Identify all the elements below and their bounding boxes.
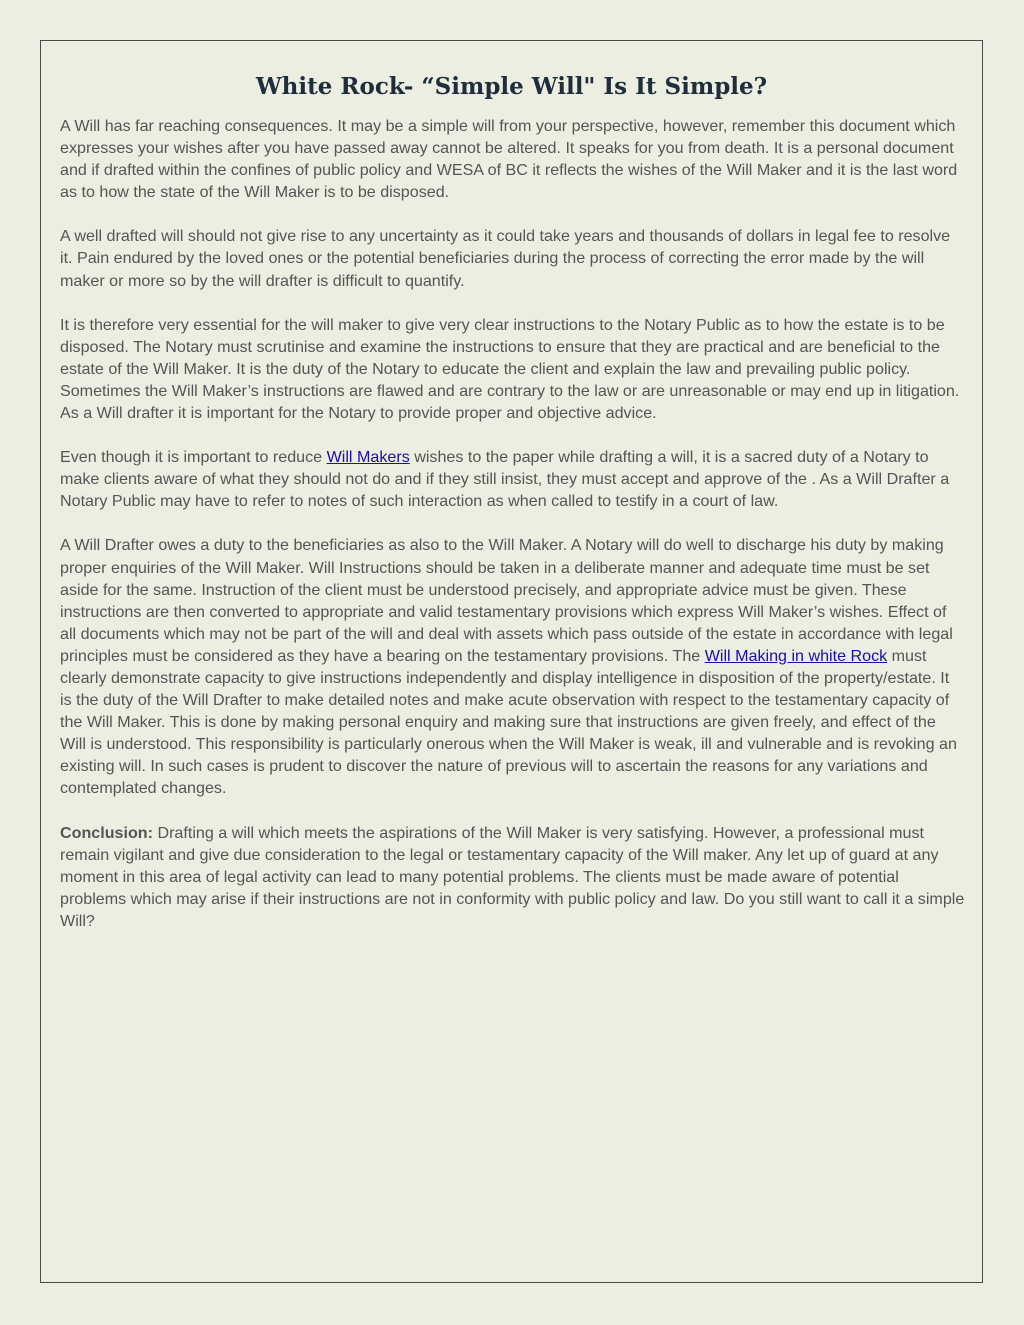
conclusion-label: Conclusion: <box>60 823 153 842</box>
paragraph-1: A Will has far reaching consequences. It may be a simple will from your perspective, however, remember this document which expresses your wishes after you have passed away cannot be altered. It speaks for you from death. It is a personal document and if drafted within the confines of public policy and WESA of BC it reflects the wishes of the Will Maker and it is the last word as to how the state of the Will Maker is to be disposed. <box>60 117 958 202</box>
paragraph-5-text-before: A Will Drafter owes a duty to the beneficiaries as also to the Will Maker. A Notary will do well to discharge his duty by making proper enquiries of the Will Maker. Will Instructions should be taken in a deliberate manner and adequate time must be set aside for the same. Instruction of the client must be understood precisely, and appropriate advice must be given. These instructions are then converted to appropriate and valid testamentary provisions which express Will Maker’s wishes. Effect of all documents which may not be part of the will and deal with assets which pass outside of the estate in accordance with legal principles must be considered as they have a bearing on the testamentary provisions. The <box>60 536 953 665</box>
document-body <box>60 115 965 954</box>
conclusion-text: Drafting a will which meets the aspirations of the Will Maker is very satisfying. However, a professional must remain vigilant and give due consideration to the legal or testamentary capacity of the Will maker. Any let up of guard at any moment in this area of legal activity can lead to many potential problems. The clients must be made aware of potential problems which may arise if their instructions are not in conformity with public policy and law. Do you still want to call it a simple Will? <box>60 823 965 930</box>
paragraph-5-text-after: must clearly demonstrate capacity to give instructions independently and display intelligence in disposition of the property/estate. It is the duty of the Will Drafter to make detailed notes and make acute observation with respect to the testamentary capacity of the Will Maker. This is done by making personal enquiry and making sure that instructions are given freely, and effect of the Will is understood. This responsibility is particularly onerous when the Will Maker is weak, ill and vulnerable and is revoking an existing will. In such cases is prudent to discover the nature of previous will to ascertain the reasons for any variations and contemplated changes. <box>60 646 957 798</box>
will-makers-link[interactable]: Will Makers <box>326 448 410 467</box>
paragraph-3: It is therefore very essential for the will maker to give very clear instructions to the Notary Public as to how the estate is to be disposed. The Notary must scrutinise and examine the instructions to ensure that they are practical and are beneficial to the estate of the Will Maker. It is the duty of the Notary to educate the client and explain the law and prevailing public policy. Sometimes the Will Maker’s instructions are flawed and are contrary to the law or are unreasonable or may end up in litigation. As a Will drafter it is important for the Notary to provide proper and objective advice. <box>60 315 960 423</box>
paragraph-5 <box>60 534 965 799</box>
conclusion-paragraph <box>60 822 965 932</box>
paragraph-2: A well drafted will should not give rise to any uncertainty as it could take years and thousands of dollars in legal fee to resolve it. Pain endured by the loved ones or the potential beneficiaries during the process of correcting the error made by the will maker or more so by the will drafter is difficult to quantify. <box>60 227 951 290</box>
paragraph-4-text-after: wishes to the paper while drafting a will, it is a sacred duty of a Notary to make clients aware of what they should not do and if they still insist, they must accept and approve of the . As a Will Drafter a Notary Public may have to refer to notes of such interaction as when called to testify in a court of law. <box>60 448 950 511</box>
will-making-white-rock-link[interactable]: Will Making in white Rock <box>704 646 888 665</box>
paragraph-4 <box>60 446 965 512</box>
page-title: White Rock- “Simple Will" Is It Simple? <box>255 73 768 100</box>
document-page <box>40 40 983 1283</box>
paragraph-4-text-before: Even though it is important to reduce <box>60 448 327 467</box>
